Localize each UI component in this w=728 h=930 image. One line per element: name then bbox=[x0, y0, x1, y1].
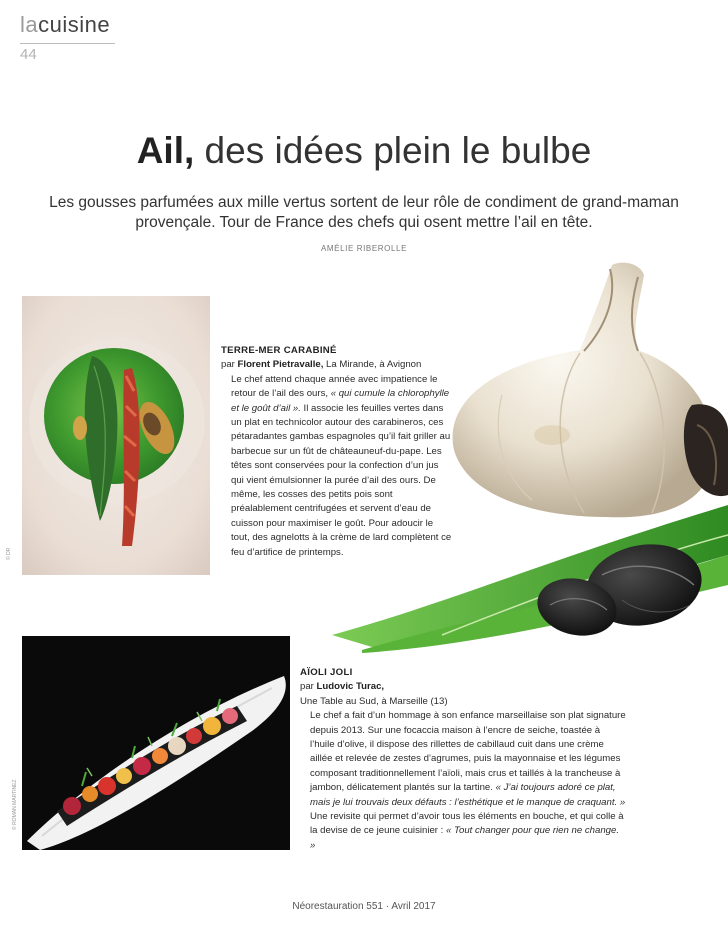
chef-name-2: Ludovic Turac, bbox=[316, 681, 385, 693]
restaurant-1: La Mirande, à Avignon bbox=[323, 359, 422, 371]
rubric-divider bbox=[20, 43, 115, 44]
by-label-2: par bbox=[300, 681, 317, 693]
quote-1: « qui cumule la chlorophylle et le goût d’ail ». bbox=[231, 388, 450, 414]
page-footer: Néorestauration 551 · Avril 2017 bbox=[292, 901, 436, 912]
author-byline: AMÉLIE RIBEROLLE bbox=[320, 244, 408, 253]
body-2-end: Une revisite qui permet d’avoir tous les éléments en bouche, et qui colle à la devise de ce jeune cuisinier : bbox=[310, 811, 624, 837]
section-rubric bbox=[20, 12, 110, 38]
kicker-aioli: AÏOLI JOLI bbox=[300, 667, 353, 678]
body-1-start: Le chef attend chaque année avec impatience le retour de l’ail des ours, bbox=[231, 373, 438, 400]
page-number: 44 bbox=[20, 46, 37, 63]
title-bold: Ail, bbox=[136, 130, 195, 171]
by-label-1: par bbox=[221, 359, 238, 371]
rubric-prefix: la bbox=[20, 12, 39, 37]
photo-credit-2: © ROMAN MARTINEZ bbox=[12, 779, 18, 830]
article-title bbox=[0, 130, 728, 172]
body-text-2 bbox=[300, 709, 626, 853]
aioli-dish-photo bbox=[22, 636, 290, 850]
title-rest: des idées plein le bulbe bbox=[194, 130, 592, 171]
article-aioli bbox=[300, 666, 626, 853]
garlic-illustration bbox=[322, 255, 728, 660]
article-deck: Les gousses parfumées aux mille vertus sortent de leur rôle de condiment de grand-maman provençale. Tour de France des chefs qui osent mettre l’ail en tête. bbox=[49, 194, 679, 231]
terre-mer-dish-photo bbox=[22, 296, 210, 575]
quote-2a: « J’ai toujours adoré ce plat, mais je lui trouvais deux défauts : l’esthétique et le manque de craquant. » bbox=[310, 782, 626, 808]
body-2-start: Le chef a fait d’un hommage à son enfance marseillaise son plat signature depuis 2013. Sur une focaccia maison à l’encre de seiche, toastée à l’huile d’olive, il dispose des rillettes de cabillaud cuit dans une crème aillée et relevée de zestes d’agrumes, puis la mayonnaise et les légumes composant traditionnellement l’aïoli, mais crus et taillés à la trancheuse à jambon, délicatement plantés sur la tartine. bbox=[310, 710, 626, 794]
kicker-terre-mer: TERRE-MER CARABINÉ bbox=[221, 345, 337, 356]
chef-line-2 bbox=[300, 680, 626, 694]
quote-2b: « Tout changer pour que rien ne change. » bbox=[310, 825, 619, 851]
rubric-word: cuisine bbox=[38, 12, 111, 37]
body-1-end: Il associe les feuilles vertes dans un plat en technicolor autour des carabineros, ces pétaradantes gambas espagnoles qu’il fait griller au barbecue sur un fût de châteauneuf-du-pape. Les têtes sont conservées pour la confection d’un jus qui vient émulsionner la purée d’ail des ours. De même, les cosses des petits pois sont préalablement centrifugées et servent d’eau de cuisson pour maximiser le goût. Pour adoucir le tout, des agnelotts à la crème de lard complètent ce feu d’artifice de printemps. bbox=[231, 402, 452, 558]
chef-name-1: Florent Pietravalle, bbox=[237, 359, 324, 371]
photo-credit-1: © DR bbox=[6, 547, 12, 560]
restaurant-2: Une Table au Sud, à Marseille (13) bbox=[300, 695, 448, 707]
